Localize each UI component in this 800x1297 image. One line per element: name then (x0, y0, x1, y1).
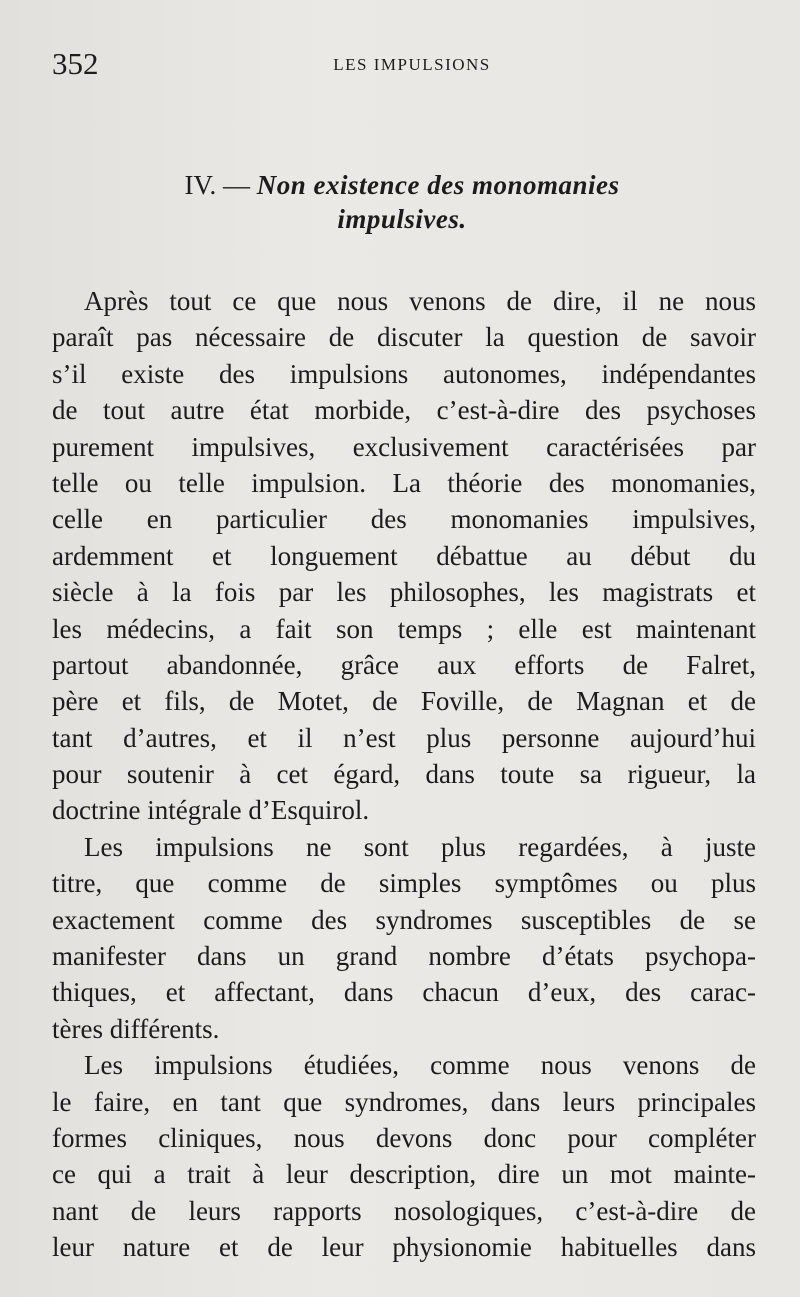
text-line: formes cliniques, nous devons donc pour compléter (52, 1122, 756, 1153)
text-line: exactement comme des syndromes susceptibles de se (52, 904, 756, 935)
section-title-line-2: impulsives. (337, 204, 467, 234)
text-line: leur nature et de leur physionomie habituelles dans (52, 1232, 756, 1263)
text-line: le faire, en tant que syndromes, dans leurs principales (52, 1086, 756, 1117)
text-line: tères différents. (52, 1013, 220, 1044)
text-line: partout abandonnée, grâce aux efforts de Falret, (52, 649, 756, 680)
text-line: titre, que comme de simples symptômes ou plus (52, 868, 756, 899)
text-line: doctrine intégrale d’Esquirol. (52, 795, 370, 826)
section-title-line-1: Non existence des monomanies (256, 170, 620, 200)
body-text (52, 283, 756, 1266)
text-line: celle en particulier des monomanies impulsives, (52, 504, 756, 535)
text-line: pour soutenir à cet égard, dans toute sa rigueur, la (52, 759, 756, 790)
text-line: manifester dans un grand nombre d’états psychopa- (52, 941, 756, 972)
text-line: ce qui a trait à leur description, dire un mot mainte- (52, 1159, 756, 1190)
text-line: de tout autre état morbide, c’est-à-dire des psychoses (52, 395, 756, 426)
section-heading (52, 168, 752, 236)
text-line: paraît pas nécessaire de discuter la question de savoir (52, 322, 756, 353)
text-line: thiques, et affectant, dans chacun d’eux, des carac- (52, 977, 756, 1008)
text-line: Les impulsions ne sont plus regardées, à juste (84, 831, 756, 862)
text-line: s’il existe des impulsions autonomes, indépendantes (52, 358, 756, 389)
text-line: ardemment et longuement débattue au début du (52, 540, 756, 571)
text-line: les médecins, a fait son temps ; elle est maintenant (52, 613, 756, 644)
text-line: Après tout ce que nous venons de dire, il ne nous (84, 286, 756, 316)
text-line: siècle à la fois par les philosophes, les magistrats et (52, 577, 756, 608)
running-title: LES IMPULSIONS (333, 55, 491, 74)
text-line: père et fils, de Motet, de Foville, de Magnan et de (52, 686, 756, 717)
text-line: telle ou telle impulsion. La théorie des monomanies, (52, 467, 756, 498)
running-head (52, 44, 752, 84)
text-line: purement impulsives, exclusivement caractérisées par (52, 431, 756, 462)
page-number: 352 (52, 46, 99, 81)
text-line: Les impulsions étudiées, comme nous venons de (84, 1050, 756, 1081)
text-line: tant d’autres, et il n’est plus personne aujourd’hui (52, 722, 756, 753)
section-number: IV. — (184, 170, 250, 200)
text-line: nant de leurs rapports nosologiques, c’est-à-dire de (52, 1195, 756, 1226)
